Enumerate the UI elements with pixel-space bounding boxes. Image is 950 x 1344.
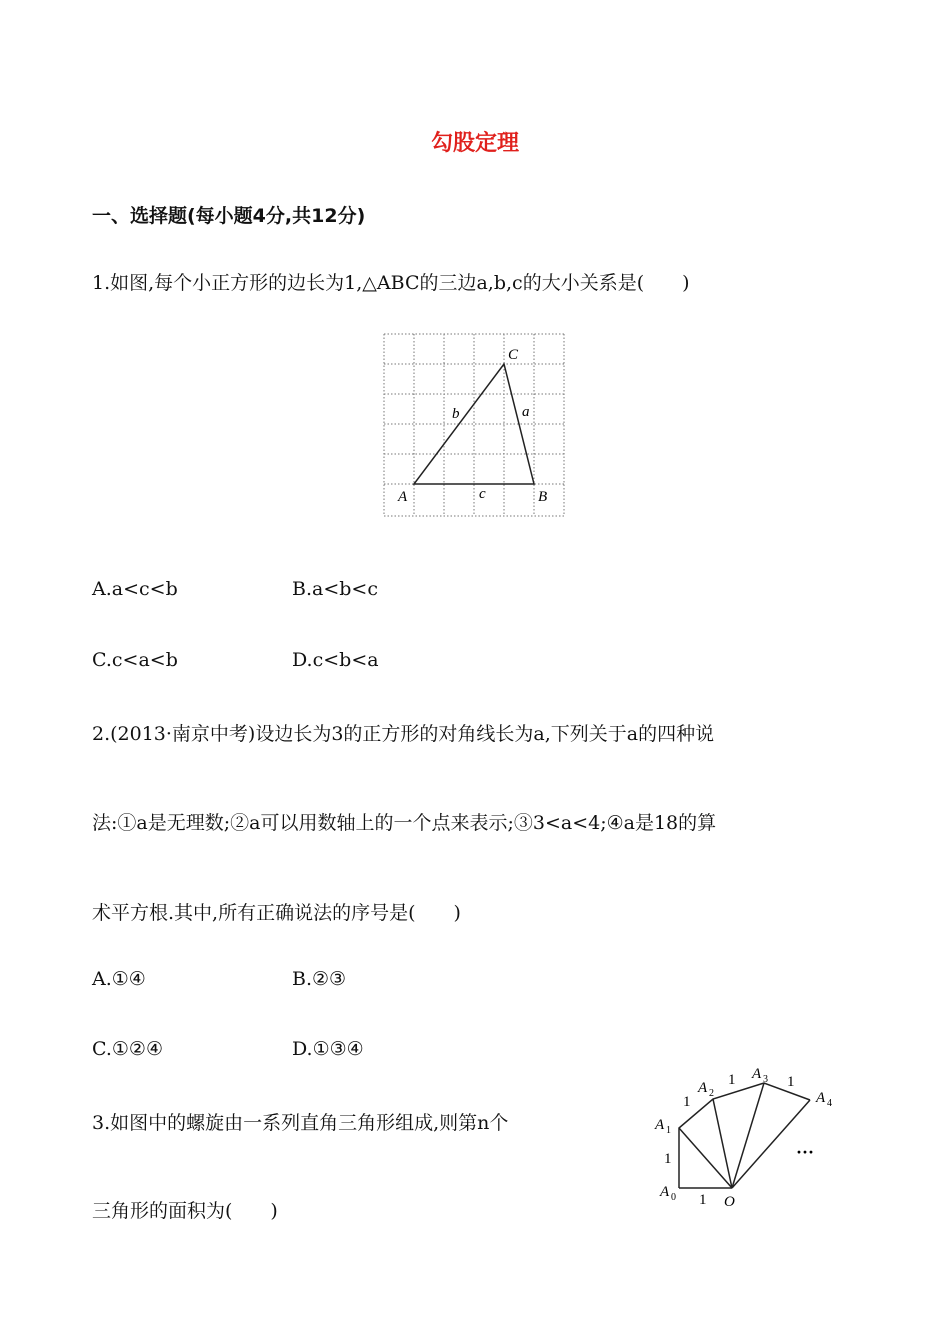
spiral-triangle-figure [650, 1060, 850, 1220]
label-side-b: b [452, 406, 460, 422]
label-continuation-dots: ··· [796, 1142, 815, 1162]
label-a1: A [655, 1117, 665, 1133]
label-a0-sub: 0 [671, 1192, 676, 1203]
label-origin-o: O [724, 1194, 735, 1210]
grid-triangle-figure [380, 332, 570, 522]
label-vertex-b: B [538, 489, 548, 505]
question-2-line-1: 2.(2013·南京中考)设边长为3的正方形的对角线长为a,下列关于a的四种说 [92, 723, 715, 745]
label-side-c: c [479, 486, 486, 502]
grid-lines [384, 334, 564, 516]
label-side-1-a3a4: 1 [787, 1074, 795, 1090]
label-a2: A [698, 1080, 708, 1096]
label-side-1-a2a3: 1 [728, 1072, 736, 1088]
q2-option-b: B.②③ [292, 968, 347, 990]
question-3-line-1: 3.如图中的螺旋由一系列直角三角形组成,则第n个 [92, 1112, 509, 1134]
label-a3-sub: 3 [763, 1074, 768, 1085]
q1-option-b: B.a<b<c [292, 578, 378, 600]
q1-option-a: A.a<c<b [92, 578, 178, 600]
q2-option-d: D.①③④ [292, 1038, 364, 1060]
label-vertex-c: C [508, 347, 519, 363]
question-1-text: 1.如图,每个小正方形的边长为1,△ABC的三边a,b,c的大小关系是( ) [92, 272, 690, 294]
triangle-abc [414, 364, 534, 484]
page-title: 勾股定理 [430, 131, 519, 156]
label-side-1-a1a2: 1 [683, 1094, 691, 1110]
spiral-lines [679, 1083, 810, 1188]
question-3-line-2: 三角形的面积为( ) [92, 1200, 278, 1222]
q1-option-c: C.c<a<b [92, 649, 178, 671]
label-side-1-base: 1 [699, 1192, 707, 1208]
q1-option-d: D.c<b<a [292, 649, 379, 671]
q2-option-a: A.①④ [92, 968, 146, 990]
label-a0: A [660, 1184, 670, 1200]
label-a4-sub: 4 [827, 1098, 832, 1109]
label-a1-sub: 1 [666, 1125, 671, 1136]
label-vertex-a: A [398, 489, 408, 505]
label-a3: A [752, 1066, 762, 1082]
question-2-line-2: 法:①a是无理数;②a可以用数轴上的一个点来表示;③3<a<4;④a是18的算 [92, 812, 717, 834]
label-side-1-vertical: 1 [664, 1151, 672, 1167]
question-2-line-3: 术平方根.其中,所有正确说法的序号是( ) [92, 902, 461, 924]
q2-option-c: C.①②④ [92, 1038, 163, 1060]
section-heading: 一、选择题(每小题4分,共12分) [92, 205, 366, 227]
label-a4: A [816, 1090, 826, 1106]
label-a2-sub: 2 [709, 1088, 714, 1099]
label-side-a: a [522, 404, 530, 420]
